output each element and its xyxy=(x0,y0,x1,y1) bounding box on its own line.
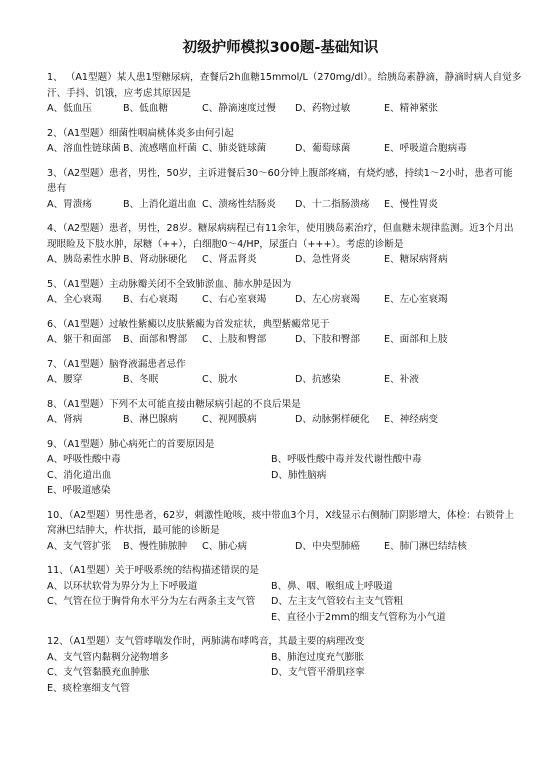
option-d: D、支气管平滑肌痉挛 xyxy=(271,667,365,678)
option-b: B、慢性肺脓肿 xyxy=(123,540,188,552)
question-stem: 10、（A2型题）男性患者，62岁，刺激性呛咳，痰中带血3个月，X线显示右侧肺门阴影增大，体检：右锁骨上窝淋巴结肿大，杵状指，最可能的诊断是 xyxy=(47,509,515,536)
question-6 xyxy=(47,317,522,348)
option-a: A、躯干和面部 xyxy=(47,334,112,345)
options-grid xyxy=(47,579,522,626)
question-stem: 4、（A2型题）患者，男性，28岁。糖尿病病程已有11余年，使用胰岛素治疗，但血糖未规律监测。近3个月出现眼睑及下肢水肿，尿糖（++），白细胞0～4/HP，尿蛋白（+++）。考虑的诊断是 xyxy=(47,223,514,250)
option-a: A、呼吸性酸中毒 xyxy=(47,454,121,465)
option-e: E、糖尿病肾病 xyxy=(384,254,448,265)
option-e: E、呼吸道感染 xyxy=(47,485,111,496)
option-d: D、葡萄球菌 xyxy=(295,143,351,154)
option-c: C、右心室衰竭 xyxy=(202,294,267,305)
question-stem: 2、（A1型题）细菌性咽扁桃体炎多由何引起 xyxy=(47,127,234,139)
option-d: D、十二指肠溃疡 xyxy=(295,198,370,210)
option-d: D、肺性脑病 xyxy=(271,469,327,481)
question-2 xyxy=(47,126,522,157)
question-stem: 6、（A1型题）过敏性紫癜以皮肤紫癜为首发症状，典型紫癜常见于 xyxy=(47,318,330,330)
option-b: B、呼吸性酸中毒并发代谢性酸中毒 xyxy=(271,454,422,465)
option-d: D、急性肾炎 xyxy=(295,254,351,265)
option-c: C、气管在位于胸骨角水平分为左右两条主支气管 xyxy=(47,596,256,607)
option-a: A、胃溃疡 xyxy=(47,198,92,210)
options-row xyxy=(47,141,522,157)
question-stem: 7、（A1型题）脑脊液漏患者忌作 xyxy=(47,358,186,370)
question-4 xyxy=(47,221,522,268)
option-e: E、慢性胃炎 xyxy=(384,198,439,210)
option-b: B、淋巴腺病 xyxy=(123,414,178,425)
option-b: B、冬眠 xyxy=(123,374,159,385)
question-stem: 8、（A1型题）下列不太可能直接由糖尿病引起的不良后果是 xyxy=(47,398,301,410)
option-d: D、药物过敏 xyxy=(295,103,351,114)
option-b: B、面部和臀部 xyxy=(123,334,188,345)
option-e: E、直径小于2mm的细支气管称为小气道 xyxy=(271,611,446,623)
options-row xyxy=(47,292,522,308)
option-b: B、肺泡过度充气膨胀 xyxy=(271,651,364,663)
option-c: C、溃疡性结肠炎 xyxy=(202,198,276,210)
option-b: B、肾动脉硬化 xyxy=(123,254,188,265)
question-8 xyxy=(47,397,522,428)
option-a: A、全心衰竭 xyxy=(47,294,102,305)
question-3 xyxy=(47,166,522,213)
question-stem: 5、（A1型题）主动脉瓣关闭不全致肺淤血、肺水肿是因为 xyxy=(47,278,292,290)
options-row xyxy=(47,372,522,388)
option-c: C、上肢和臀部 xyxy=(202,334,267,345)
question-7 xyxy=(47,357,522,388)
option-d: D、左主支气管较右主支气管粗 xyxy=(271,596,404,607)
option-d: D、动脉粥样硬化 xyxy=(295,414,370,425)
option-e: E、神经病变 xyxy=(384,414,439,425)
document-title: 初级护师模拟300题-基础知识 xyxy=(182,40,379,56)
option-d: D、左心房衰竭 xyxy=(295,294,360,305)
question-stem: 3、（A2型题）患者，男性，50岁，主诉进餐后30～60分钟上腹部疼痛，有烧灼感，持续1～2小时，患者可能患有 xyxy=(47,167,513,194)
options-row xyxy=(47,539,522,555)
option-e: E、左心室衰竭 xyxy=(384,294,448,305)
option-b: B、流感嗜血杆菌 xyxy=(123,143,197,154)
option-b: B、低血糖 xyxy=(123,103,168,114)
option-a: A、支气管内黏稠分泌物增多 xyxy=(47,651,169,663)
question-11 xyxy=(47,563,522,625)
option-e: E、痰栓塞细支气管 xyxy=(47,682,130,694)
question-5 xyxy=(47,277,522,308)
question-1 xyxy=(47,70,522,117)
option-d: D、中央型肺癌 xyxy=(295,540,360,552)
option-c: C、静滴速度过慢 xyxy=(202,103,276,114)
options-row xyxy=(47,412,522,428)
option-c: C、视网膜病 xyxy=(202,414,257,425)
question-stem: 1、 （A1型题）某人患1型糖尿病，查餐后2h血糖15mmol/L（270mg/dl）。给胰岛素静滴，静滴时病人自觉多汗、手抖、饥饿，应考虑其原因是 xyxy=(47,72,522,99)
option-a: A、低血压 xyxy=(47,103,92,114)
option-c: C、脱水 xyxy=(202,374,238,385)
question-12 xyxy=(47,634,522,696)
option-c: C、肺炎链球菌 xyxy=(202,143,267,154)
question-stem: 9、（A1型题）肺心病死亡的首要原因是 xyxy=(47,438,215,450)
option-d: D、抗感染 xyxy=(295,374,341,385)
option-a: A、以环状软骨为界分为上下呼吸道 xyxy=(47,580,198,592)
question-stem: 11、（A1型题）关于呼吸系统的结构描述错误的是 xyxy=(47,565,259,576)
option-e: E、精神紧张 xyxy=(384,103,439,114)
options-grid xyxy=(47,452,522,499)
option-a: A、支气管扩张 xyxy=(47,540,112,552)
option-b: B、右心衰竭 xyxy=(123,294,178,305)
option-a: A、腰穿 xyxy=(47,374,83,385)
question-10 xyxy=(47,508,522,555)
option-e: E、肺门淋巴结结核 xyxy=(384,540,467,552)
option-a: A、肾病 xyxy=(47,414,83,425)
option-c: C、消化道出血 xyxy=(47,469,112,481)
question-9 xyxy=(47,437,522,499)
option-b: B、鼻、咽、喉组成上呼吸道 xyxy=(271,580,393,592)
option-c: C、肾盂肾炎 xyxy=(202,254,257,265)
options-row xyxy=(47,197,522,213)
options-row xyxy=(47,332,522,348)
option-e: E、呼吸道合胞病毒 xyxy=(384,143,467,154)
option-e: E、面部和上肢 xyxy=(384,334,448,345)
option-b: B、上消化道出血 xyxy=(123,198,197,210)
options-row xyxy=(47,252,522,268)
question-stem: 12、（A1型题）支气管哮喘发作时，两肺满布哮鸣音，其最主要的病理改变 xyxy=(47,636,365,647)
option-c: C、支气管黏膜充血肿胀 xyxy=(47,667,150,678)
option-d: D、下肢和臀部 xyxy=(295,334,360,345)
options-grid xyxy=(47,650,522,697)
option-a: A、胰岛素性水肿 xyxy=(47,254,121,265)
options-row xyxy=(47,101,522,117)
option-a: A、溶血性链球菌 xyxy=(47,143,121,154)
option-e: E、补液 xyxy=(384,374,419,385)
option-c: C、肺心病 xyxy=(202,540,248,552)
